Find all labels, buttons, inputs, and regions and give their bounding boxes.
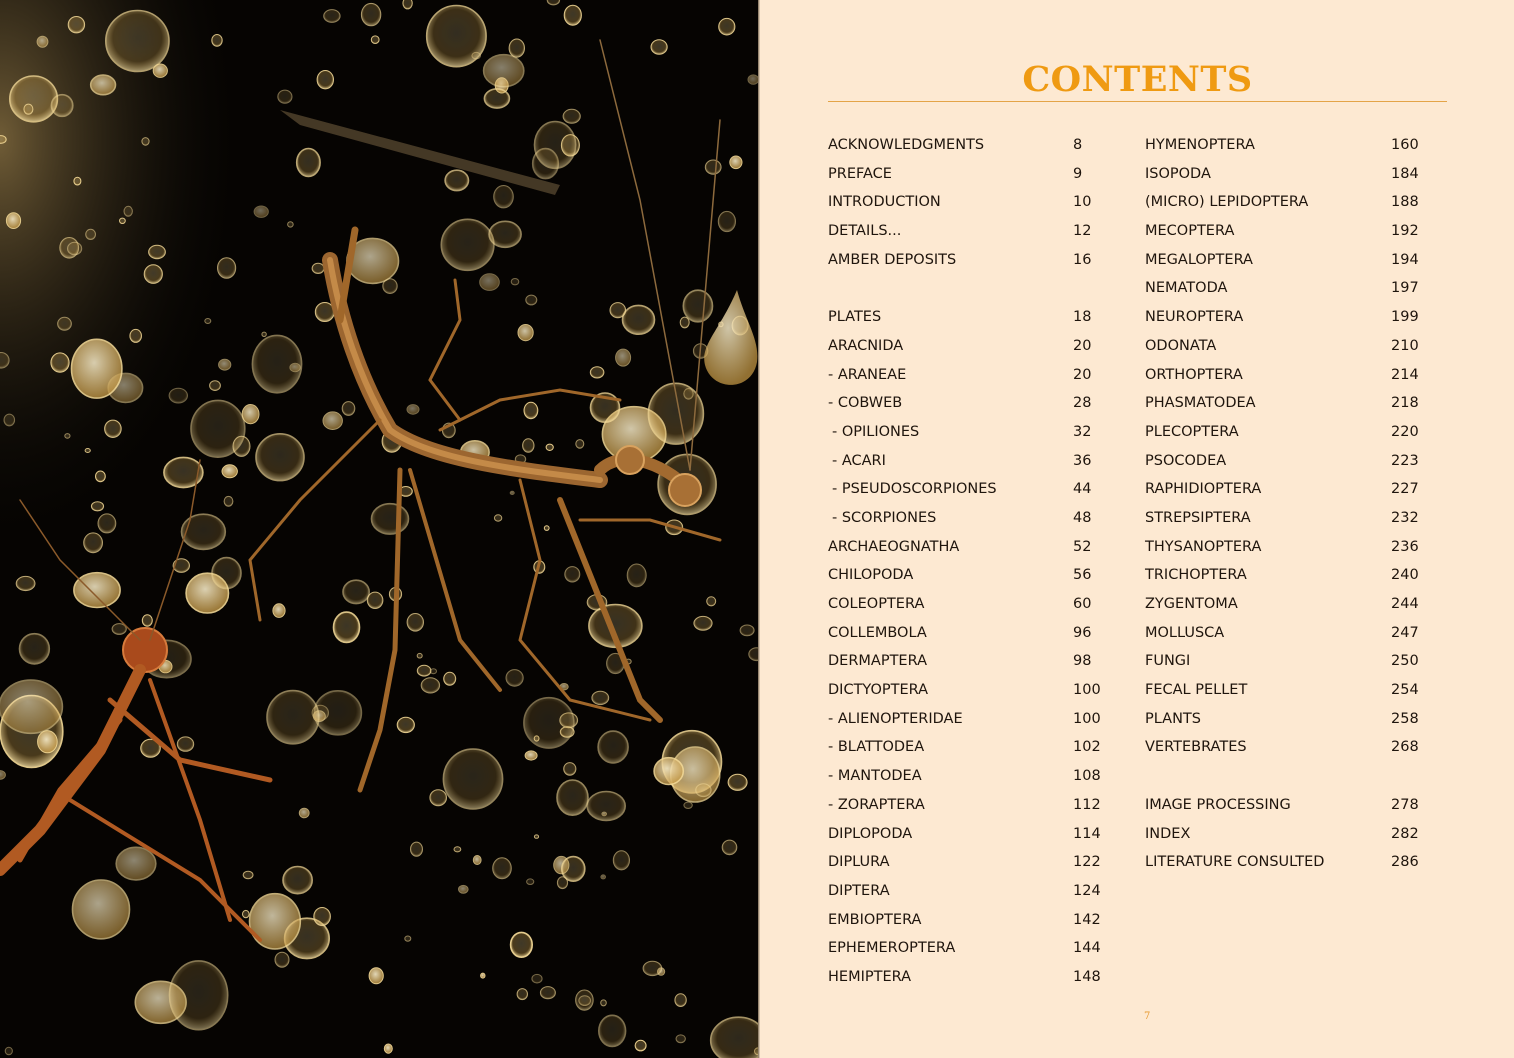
toc-entry-page: 124 [1073,882,1101,899]
toc-entry [1145,418,1419,447]
toc-entry-page: 48 [1073,509,1092,526]
toc-entry-page: 142 [1073,911,1101,928]
toc-entry [828,475,1101,504]
toc-entry-page: 197 [1391,280,1419,297]
toc-entry-title: DIPTERA [828,882,890,899]
toc-entry-title: MECOPTERA [1145,223,1235,240]
toc-entry [1145,475,1419,504]
toc-entry [828,131,1101,160]
toc-entry-page: 244 [1391,596,1419,612]
toc-entry-title: DERMAPTERA [828,653,928,670]
toc-entry-page: 220 [1391,423,1419,440]
toc-entry-title: MOLLUSCA [1145,624,1225,641]
toc-entry-title: RAPHIDIOPTERA [1145,481,1262,498]
toc-entry [828,188,1101,217]
toc-entry [828,906,1101,935]
toc-entry-title: NEUROPTERA [1145,309,1244,326]
toc-entry-title: PLANTS [1145,710,1201,727]
toc-entry [1145,619,1419,648]
toc-entry-page: 60 [1073,596,1092,612]
toc-entry-page: 8 [1073,137,1083,153]
toc-entry-title: - BLATTODEA [828,739,925,756]
toc-entry [828,418,1101,447]
toc-entry-title: CHILOPODA [828,567,914,584]
toc-entry-title: PLATES [828,309,882,326]
toc-entry-title: STREPSIPTERA [1145,509,1251,526]
toc-entry-page: 102 [1073,739,1101,756]
toc-entry [1145,131,1419,160]
toc-entry-title: VERTEBRATES [1145,739,1247,756]
toc-entry-title: INTRODUCTION [828,194,941,211]
toc-entry-title: ISOPODA [1145,165,1211,182]
toc-entry [828,619,1101,648]
toc-entry [828,217,1101,246]
toc-entry-page: 18 [1073,309,1092,326]
toc-entry-title: PREFACE [828,165,892,182]
toc-entry-page: 247 [1391,624,1419,641]
toc-entry-title: - ALIENOPTERIDAE [828,710,963,727]
toc-entry-page: 236 [1391,538,1419,555]
toc-entry [828,733,1101,762]
toc-column-left [828,131,1101,992]
page-number: 7 [1144,1011,1151,1022]
title-divider [828,101,1447,102]
toc-entry [1145,820,1419,849]
toc-entry-page: 56 [1073,567,1092,584]
toc-entry-page: 112 [1073,796,1101,813]
toc-entry [1145,848,1419,877]
toc-entry [1145,533,1419,562]
toc-entry-page: 254 [1391,682,1419,699]
toc-entry-title: EPHEMEROPTERA [828,940,956,957]
toc-entry-title: PLECOPTERA [1145,423,1239,440]
toc-entry [1145,160,1419,189]
toc-entry-title: - SCORPIONES [832,509,937,526]
toc-column-right [1145,131,1419,877]
toc-entry [828,820,1101,849]
toc-entry-page: 184 [1391,165,1419,182]
toc-entry-page: 282 [1391,825,1419,842]
toc-entry-page: 210 [1391,337,1419,354]
toc-entry [1145,504,1419,533]
toc-entry-page: 10 [1073,194,1092,211]
toc-entry-page: 148 [1073,968,1101,985]
toc-entry-page: 100 [1073,710,1101,727]
toc-entry-title: DIPLURA [828,854,890,871]
toc-entry [1145,246,1419,275]
toc-entry [828,361,1101,390]
toc-entry [828,389,1101,418]
toc-entry-title: - ARANEAE [828,366,907,383]
toc-entry-page: 16 [1073,251,1092,268]
toc-entry [1145,389,1419,418]
toc-entry-title: LITERATURE CONSULTED [1145,854,1325,871]
contents-page [760,0,1514,1058]
toc-entry-title: PSOCODEA [1145,452,1227,469]
toc-entry [828,332,1101,361]
toc-entry [828,963,1101,992]
toc-entry-page: 44 [1073,481,1092,498]
toc-entry-page: 20 [1073,366,1092,383]
toc-entry [1145,791,1419,820]
toc-entry-page: 9 [1073,165,1083,182]
toc-entry-title: HYMENOPTERA [1145,137,1255,153]
toc-entry [828,561,1101,590]
toc-entry-title: - ZORAPTERA [828,796,925,813]
toc-entry [828,848,1101,877]
toc-entry-page: 194 [1391,251,1419,268]
toc-entry-title: - ACARI [832,452,886,469]
toc-entry [828,877,1101,906]
toc-entry-title: MEGALOPTERA [1145,251,1253,268]
toc-entry-title: ARCHAEOGNATHA [828,538,960,555]
toc-entry-title: ORTHOPTERA [1145,366,1243,383]
toc-entry-title: DETAILS... [828,223,902,240]
toc-entry-title: PHASMATODEA [1145,395,1256,412]
toc-entry-page: 20 [1073,337,1092,354]
toc-entry [1145,303,1419,332]
toc-entry-title: - OPILIONES [832,423,920,440]
toc-entry-title: - COBWEB [828,395,903,412]
toc-entry-page: 268 [1391,739,1419,756]
toc-entry-page: 36 [1073,452,1092,469]
toc-entry [828,705,1101,734]
toc-entry-title: IMAGE PROCESSING [1145,796,1291,813]
toc-entry-title: ZYGENTOMA [1145,596,1238,612]
page-title: CONTENTS [1022,59,1253,100]
toc-entry-page: 218 [1391,395,1419,412]
toc-entry-page: 98 [1073,653,1092,670]
toc-entry-title: ARACNIDA [828,337,904,354]
toc-entry [828,590,1101,619]
toc-entry [828,447,1101,476]
toc-entry [828,246,1101,275]
toc-entry-page: 108 [1073,768,1101,785]
toc-entry [1145,361,1419,390]
toc-entry-title: INDEX [1145,825,1191,842]
toc-entry-page: 240 [1391,567,1419,584]
toc-entry-page: 144 [1073,940,1101,957]
toc-entry [828,647,1101,676]
toc-entry-page: 160 [1391,137,1419,153]
toc-entry-title: - MANTODEA [828,768,922,785]
toc-entry-title: HEMIPTERA [828,968,912,985]
toc-entry-page: 32 [1073,423,1092,440]
toc-entry [828,791,1101,820]
toc-entry [828,303,1101,332]
toc-entry-page: 232 [1391,509,1419,526]
toc-entry-title: ODONATA [1145,337,1217,354]
toc-entry [1145,733,1419,762]
toc-entry-page: 227 [1391,481,1419,498]
toc-entry [828,160,1101,189]
toc-entry-page: 188 [1391,194,1419,211]
toc-entry-page: 100 [1073,682,1101,699]
toc-entry [1145,762,1419,791]
toc-entry-page: 96 [1073,624,1092,641]
toc-entry [828,934,1101,963]
toc-entry [1145,676,1419,705]
toc-entry-page: 214 [1391,366,1419,383]
toc-entry-title: FUNGI [1145,653,1191,670]
toc-entry-title: EMBIOPTERA [828,911,922,928]
toc-entry-page: 114 [1073,825,1101,842]
toc-entry-title: DIPLOPODA [828,825,913,842]
toc-entry-title: DICTYOPTERA [828,682,929,699]
toc-entry-page: 12 [1073,223,1092,240]
toc-entry-title: COLLEMBOLA [828,624,927,641]
toc-entry [1145,332,1419,361]
toc-entry [1145,647,1419,676]
toc-entry-page: 192 [1391,223,1419,240]
toc-entry [1145,590,1419,619]
toc-entry [1145,447,1419,476]
toc-entry-title: NEMATODA [1145,280,1228,297]
toc-entry-page: 258 [1391,710,1419,727]
toc-entry-page: 122 [1073,854,1101,871]
toc-entry-title: ACKNOWLEDGMENTS [828,137,985,153]
toc-entry-title: THYSANOPTERA [1145,538,1262,555]
toc-entry-title: (MICRO) LEPIDOPTERA [1145,194,1309,211]
toc-entry [1145,188,1419,217]
toc-entry-page: 199 [1391,309,1419,326]
toc-entry-title: COLEOPTERA [828,596,925,612]
toc-entry [828,762,1101,791]
toc-entry-title: - PSEUDOSCORPIONES [832,481,997,498]
toc-entry-title: FECAL PELLET [1145,682,1248,699]
toc-entry [1145,274,1419,303]
toc-entry-page: 52 [1073,538,1092,555]
toc-entry [1145,705,1419,734]
toc-entry-page: 278 [1391,796,1419,813]
toc-entry-title: AMBER DEPOSITS [828,251,957,268]
toc-entry [828,533,1101,562]
toc-entry [1145,217,1419,246]
toc-entry-title: TRICHOPTERA [1145,567,1247,584]
toc-entry-page: 223 [1391,452,1419,469]
toc-entry-page: 250 [1391,653,1419,670]
toc-entry [828,676,1101,705]
toc-entry-page: 286 [1391,854,1419,871]
toc-entry [1145,561,1419,590]
toc-entry [828,274,1101,303]
toc-entry [828,504,1101,533]
toc-entry-page: 28 [1073,395,1092,412]
